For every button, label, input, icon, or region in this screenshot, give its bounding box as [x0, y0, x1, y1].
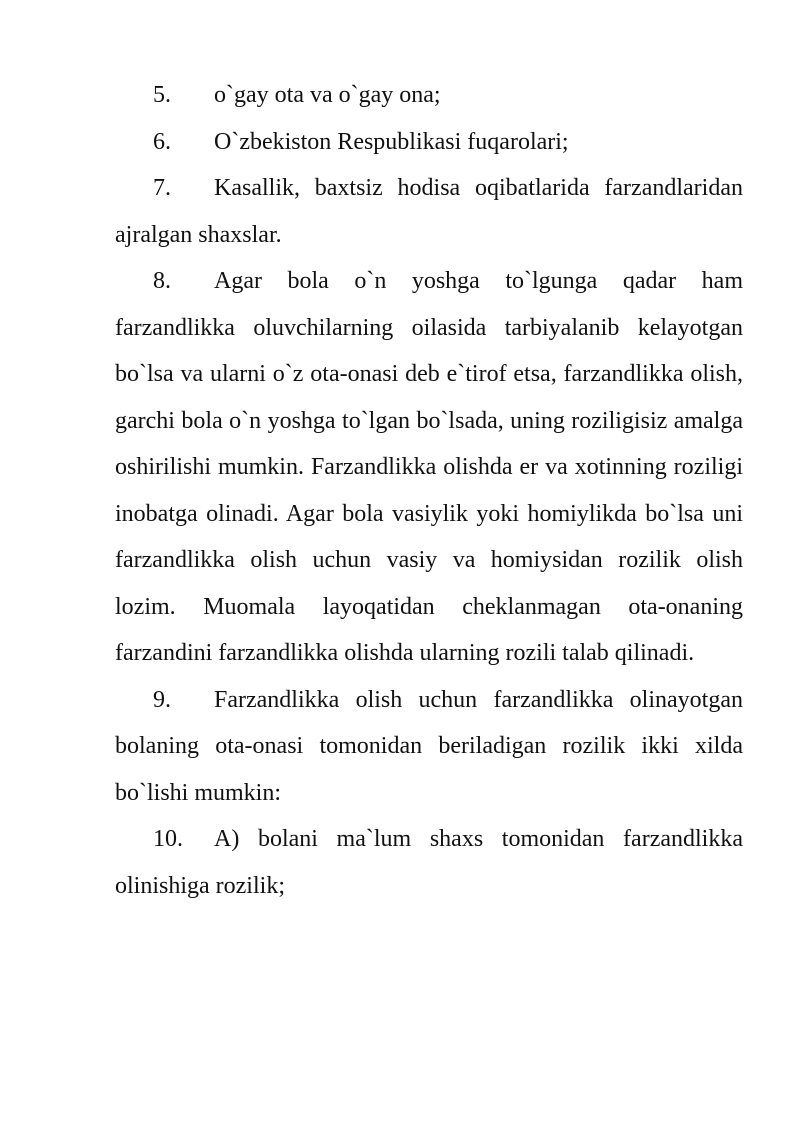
list-item-8	[115, 258, 743, 677]
item-text: Kasallik, baxtsiz hodisa oqibatlarida farzandlaridan ajralgan shaxslar.	[115, 175, 743, 248]
list-item-6	[115, 119, 743, 166]
list-item-9	[115, 677, 743, 817]
item-number: 7.	[153, 175, 171, 201]
item-number: 6.	[153, 128, 171, 155]
list-item-7	[115, 165, 743, 258]
item-text: O`zbekiston Respublikasi fuqarolari;	[214, 128, 569, 155]
list-item-5	[115, 72, 743, 119]
item-text: o`gay ota va o`gay ona;	[214, 82, 441, 108]
document-page	[115, 72, 743, 909]
item-text: Agar bola o`n yoshga to`lgunga qadar ham farzandlikka oluvchilarning oilasida tarbiyalanib kelayotgan bo`lsa va ularni o`z ota-onasi deb e`tirof etsa, farzandlikka olish, garchi bola o`n yoshga to`lgan bo`lsada, uning roziligisiz amalga oshirilishi mumkin. Farzandlikka olishda er va xotinning roziligi inobatga olinadi. Agar bola vasiylik yoki homiylikda bo`lsa uni farzandlikka olish uchun vasiy va homiysidan rozilik olish lozim. Muomala layoqatidan cheklanmagan ota-onaning farzandini farzandlikka olishda ularning rozili talab qilinadi.	[115, 268, 743, 666]
item-number: 8.	[153, 268, 171, 294]
list-item-10	[115, 816, 743, 909]
item-number: 5.	[153, 82, 171, 108]
item-text: A) bolani ma`lum shaxs tomonidan farzandlikka olinishiga rozilik;	[115, 826, 743, 899]
item-number: 9.	[153, 686, 171, 713]
item-number: 10.	[153, 826, 183, 852]
item-text: Farzandlikka olish uchun farzandlikka olinayotgan bolaning ota-onasi tomonidan beriladigan rozilik ikki xilda bo`lishi mumkin:	[115, 686, 743, 806]
